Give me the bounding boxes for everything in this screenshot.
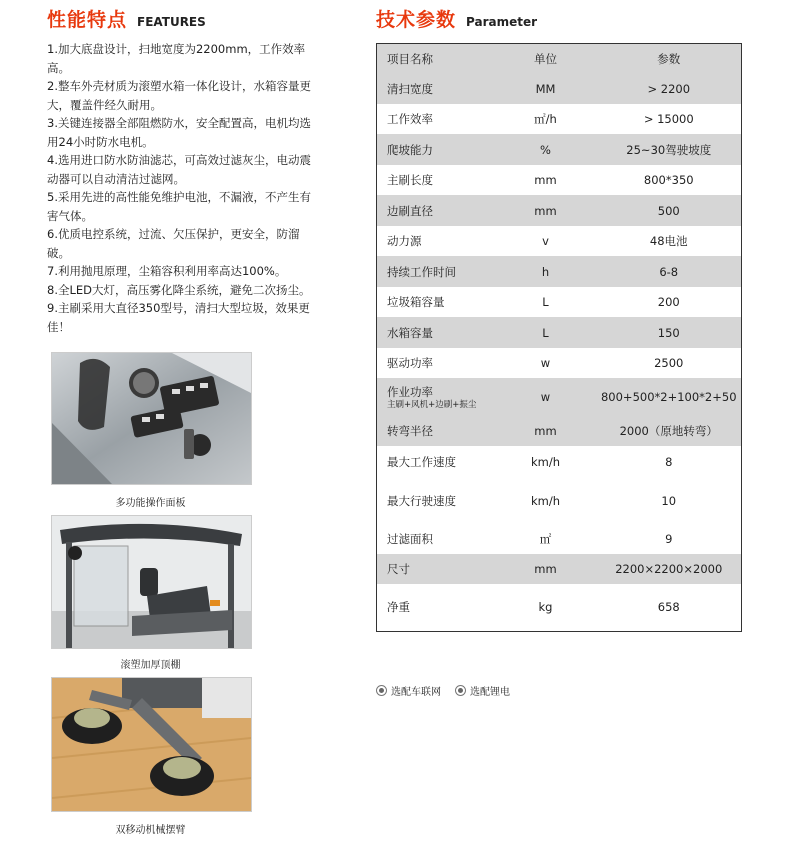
param-value: 200 — [657, 295, 680, 309]
features-title-cn: 性能特点 — [47, 9, 128, 31]
option-label: 选配车联网 — [391, 687, 441, 698]
option-telematics[interactable] — [376, 683, 441, 698]
param-unit: h — [495, 256, 597, 287]
table-row — [377, 104, 742, 134]
param-name: 尺寸 — [377, 554, 495, 584]
param-unit: mm — [534, 173, 557, 187]
feature-item: 1.加大底盘设计，扫地宽度为2200mm，工作效率高。 — [47, 42, 306, 75]
param-value: > 15000 — [643, 112, 694, 126]
table-row — [377, 165, 742, 195]
param-unit: ㎡ — [539, 532, 552, 546]
features-heading — [47, 5, 206, 32]
param-value: 800*350 — [643, 173, 694, 187]
option-label: 选配锂电 — [470, 687, 510, 698]
table-row — [377, 73, 742, 104]
features-list — [47, 40, 319, 336]
param-value: 2500 — [654, 356, 684, 370]
param-name: 最大工作速度 — [387, 454, 456, 469]
param-name: 动力源 — [387, 234, 422, 248]
param-unit: w — [540, 356, 551, 370]
param-name: 驱动功率 — [387, 356, 433, 370]
option-lithium-battery[interactable] — [455, 683, 510, 698]
table-row — [377, 195, 742, 226]
table-row — [377, 348, 742, 378]
param-name: 边刷直径 — [377, 195, 495, 226]
features-title-en: FEATURES — [137, 15, 206, 29]
param-value: 150 — [597, 317, 742, 348]
table-row — [377, 317, 742, 348]
side-brush-arm-photo — [51, 677, 252, 812]
param-unit: % — [495, 134, 597, 165]
param-unit: mm — [495, 554, 597, 584]
param-unit: km/h — [530, 493, 561, 508]
param-name: 主刷长度 — [387, 173, 433, 187]
table-row — [377, 584, 742, 631]
param-value: 800+500*2+100*2+50 — [597, 378, 742, 416]
param-name: 最大行驶速度 — [387, 493, 456, 508]
param-name: 爬坡能力 — [377, 134, 495, 165]
param-name: 水箱容量 — [377, 317, 495, 348]
param-value: 48电池 — [649, 234, 688, 248]
param-name: 过滤面积 — [387, 532, 433, 546]
feature-item: 4.选用进口防水防油滤芯，可高效过滤灰尘，电动震动器可以自动清洁过滤网。 — [47, 153, 311, 186]
table-header-row — [377, 44, 742, 74]
feature-item: 8.全LED大灯，高压雾化降尘系统，避免二次扬尘。 — [47, 282, 311, 297]
param-value: 2000（原地转弯） — [597, 416, 742, 446]
param-name-text: 作业功率 — [387, 385, 433, 399]
param-value: 8 — [665, 454, 673, 469]
control-panel-photo — [51, 352, 252, 485]
parameter-title-en: Parameter — [466, 15, 538, 29]
parameter-table — [376, 43, 742, 632]
feature-item: 6.优质电控系统，过流、欠压保护，更安全，防溜破。 — [47, 227, 300, 260]
feature-item: 9.主刷采用大直径350型号，清扫大型垃圾，效果更佳！ — [47, 301, 310, 334]
param-name: 工作效率 — [387, 112, 433, 126]
table-row — [377, 416, 742, 446]
feature-item: 7.利用抛甩原理，尘箱容积利用率高达100%。 — [47, 264, 287, 278]
param-unit: w — [495, 378, 597, 416]
header-name: 项目名称 — [377, 44, 495, 74]
feature-item: 2.整车外壳材质为滚塑水箱一体化设计，水箱容量更大，覆盖件经久耐用。 — [47, 79, 311, 112]
param-value: 25~30驾驶坡度 — [597, 134, 742, 165]
param-name: 垃圾箱容量 — [387, 295, 445, 309]
param-value: 9 — [665, 532, 673, 546]
param-unit: v — [542, 234, 549, 248]
parameter-heading — [376, 5, 537, 32]
photo-caption: 多功能操作面板 — [115, 498, 186, 509]
feature-item: 3.关键连接器全部阻燃防水，安全配置高，电机均选用24小时防水电机。 — [47, 116, 311, 149]
param-value: 6-8 — [597, 256, 742, 287]
param-value: 10 — [661, 493, 677, 508]
table-row — [377, 226, 742, 256]
table-row — [377, 554, 742, 584]
param-name: 清扫宽度 — [377, 73, 495, 104]
radio-dot-icon — [376, 685, 387, 696]
param-unit: L — [495, 317, 597, 348]
options-row — [376, 683, 524, 698]
param-unit: L — [542, 295, 549, 309]
table-row — [377, 378, 742, 416]
param-name — [377, 378, 495, 416]
radio-dot-icon — [455, 685, 466, 696]
param-name: 净重 — [387, 600, 410, 615]
feature-item: 5.采用先进的高性能免维护电池，不漏液，不产生有害气体。 — [47, 190, 311, 223]
param-unit: ㎡/h — [534, 112, 557, 126]
param-value: 658 — [657, 600, 680, 615]
param-value: > 2200 — [597, 73, 742, 104]
param-name: 转弯半径 — [377, 416, 495, 446]
param-name: 持续工作时间 — [377, 256, 495, 287]
param-unit: MM — [495, 73, 597, 104]
parameter-title-cn: 技术参数 — [376, 9, 457, 31]
param-unit: kg — [538, 600, 553, 615]
table-row — [377, 134, 742, 165]
header-unit: 单位 — [495, 44, 597, 74]
param-name-sub: 主刷+风机+边刷+振尘 — [387, 400, 477, 410]
header-value: 参数 — [597, 44, 742, 74]
param-unit: mm — [495, 416, 597, 446]
param-value: 2200×2200×2000 — [597, 554, 742, 584]
roof-canopy-photo — [51, 515, 252, 649]
param-value: 500 — [597, 195, 742, 226]
param-unit: mm — [495, 195, 597, 226]
table-row — [377, 256, 742, 287]
table-row — [377, 287, 742, 317]
table-row — [377, 477, 742, 524]
photo-caption: 滚塑加厚顶棚 — [120, 660, 181, 671]
photo-caption: 双移动机械摆臂 — [115, 825, 186, 836]
param-unit: km/h — [530, 454, 561, 469]
table-row — [377, 524, 742, 554]
table-row — [377, 446, 742, 477]
